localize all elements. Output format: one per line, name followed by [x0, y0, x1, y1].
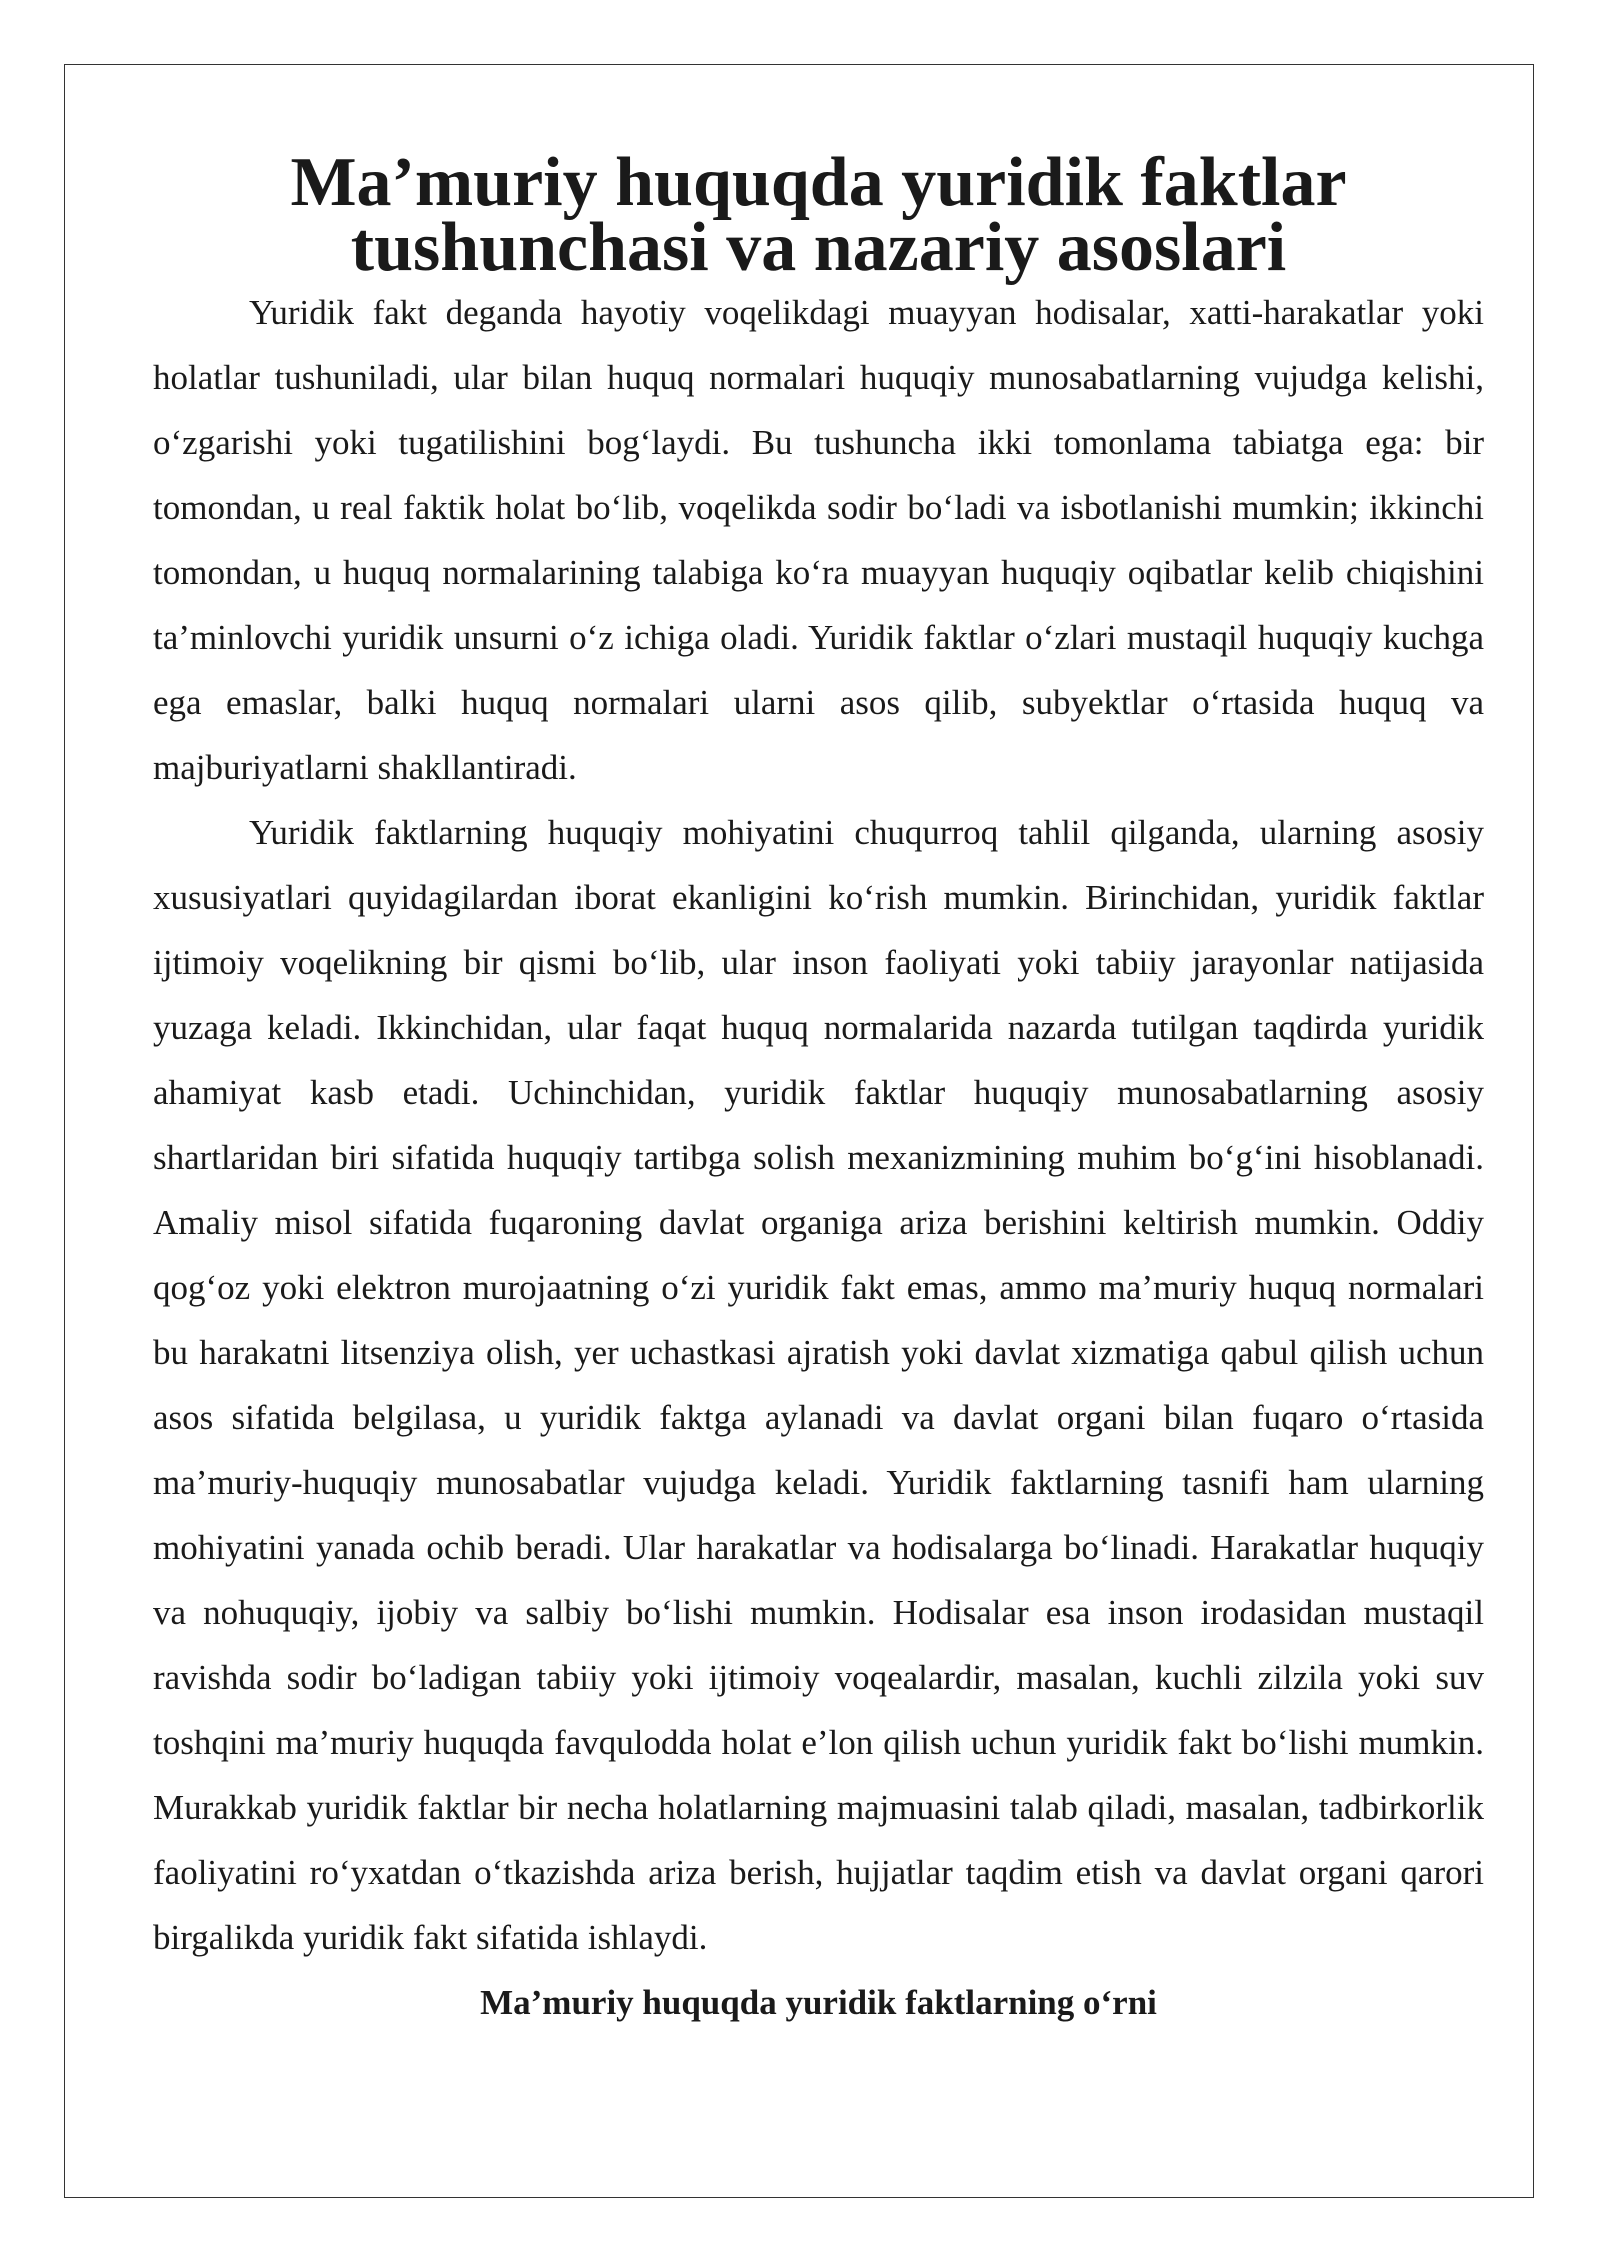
paragraph-2: Yuridik faktlarning huquqiy mohiyatini chuqurroq tahlil qilganda, ularning asosiy xususiyatlari quyidagilardan iborat ekanligini koʻrish mumkin. Birinchidan, yuridik faktlar ijtimoiy voqelikning bir qismi boʻlib, ular inson faoliyati yoki tabiiy jarayonlar natijasida yuzaga keladi. Ikkinchidan, ular faqat huquq normalarida nazarda tutilgan taqdirda yuridik ahamiyat kasb etadi. Uchinchidan, yuridik faktlar huquqiy munosabatlarning asosiy shartlaridan biri sifatida huquqiy tartibga solish mexanizmining muhim boʻgʻini hisoblanadi. Amaliy misol sifatida fuqaroning davlat organiga ariza berishini keltirish mumkin. Oddiy qogʻoz yoki elektron murojaatning oʻzi yuridik fakt emas, ammo ma’muriy huquq normalari bu harakatni litsenziya olish, yer uchastkasi ajratish yoki davlat xizmatiga qabul qilish uchun asos sifatida belgilasa, u yuridik faktga aylanadi va davlat organi bilan fuqaro oʻrtasida ma’muriy-huquqiy munosabatlar vujudga keladi. Yuridik faktlarning tasnifi ham ularning mohiyatini yanada ochib beradi. Ular harakatlar va hodisalarga boʻlinadi. Harakatlar huquqiy va nohuquqiy, ijobiy va salbiy boʻlishi mumkin. Hodisalar esa inson irodasidan mustaqil ravishda sodir boʻladigan tabiiy yoki ijtimoiy voqealardir, masalan, kuchli zilzila yoki suv toshqini ma’muriy huquqda favqulodda holat e’lon qilish uchun yuridik fakt boʻlishi mumkin. Murakkab yuridik faktlar bir necha holatlarning majmuasini talab qiladi, masalan, tadbirkorlik faoliyatini roʻyxatdan oʻtkazishda ariza berish, hujjatlar taqdim etish va davlat organi qarori birgalikda yuridik fakt sifatida ishlaydi.	[153, 813, 1484, 1957]
document-body	[153, 144, 1484, 2035]
document-title: Ma’muriy huquqda yuridik faktlar tushunchasi va nazariy asoslari	[290, 144, 1347, 286]
section-heading: Ma’muriy huquqda yuridik faktlarning oʻrni	[480, 1983, 1157, 2022]
paragraph-1: Yuridik fakt deganda hayotiy voqelikdagi muayyan hodisalar, xatti-harakatlar yoki holatlar tushuniladi, ular bilan huquq normalari huquqiy munosabatlarning vujudga kelishi, oʻzgarishi yoki tugatilishini bogʻlaydi. Bu tushuncha ikki tomonlama tabiatga ega: bir tomondan, u real faktik holat boʻlib, voqelikda sodir boʻladi va isbotlanishi mumkin; ikkinchi tomondan, u huquq normalarining talabiga koʻra muayyan huquqiy oqibatlar kelib chiqishini ta’minlovchi yuridik unsurni oʻz ichiga oladi. Yuridik faktlar oʻzlari mustaqil huquqiy kuchga ega emaslar, balki huquq normalari ularni asos qilib, subyektlar oʻrtasida huquq va majburiyatlarni shakllantiradi.	[153, 293, 1484, 787]
